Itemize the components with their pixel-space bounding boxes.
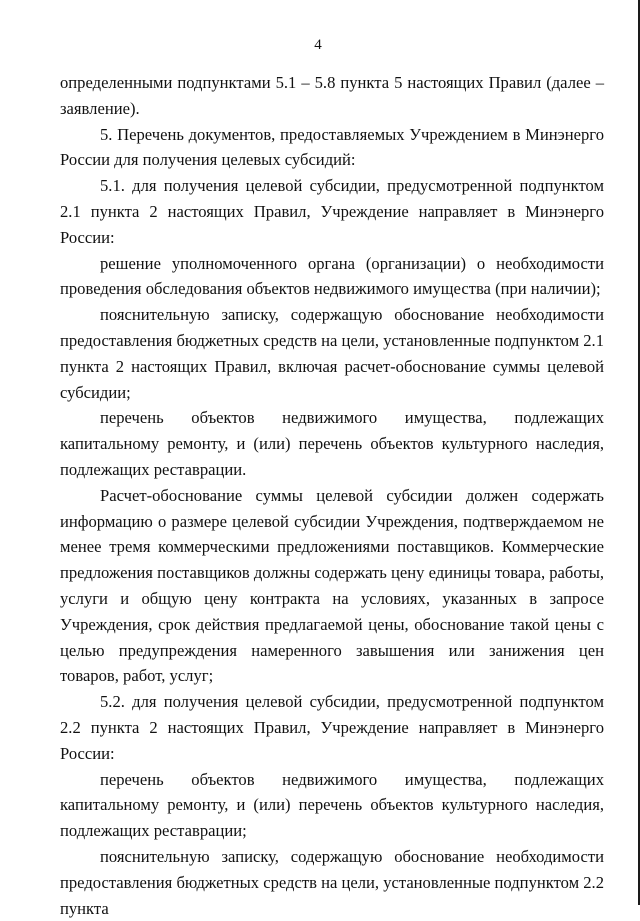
paragraph-continuation: определенными подпунктами 5.1 – 5.8 пункта 5 настоящих Правил (далее – заявление).: [60, 73, 604, 118]
paragraph-calculation: Расчет-обоснование суммы целевой субсидии должен содержать информацию о размере целевой субсидии Учреждения, подтверждаемом не менее тремя коммерческими предложениями поставщиков. Коммерческие предложения поставщиков должны содержать цену единицы товара, работы, услуги и общую цену контракта на условиях, указанных в запросе Учреждения, срок действия предлагаемой цены, обоснование такой цены с целью предупреждения намеренного завышения или занижения цен товаров, работ, услуг;: [60, 485, 604, 686]
paragraph-decision: решение уполномоченного органа (организации) о необходимости проведения обследования объектов недвижимого имущества (при наличии);: [60, 253, 604, 299]
paragraph-explanatory-note-2: пояснительную записку, содержащую обоснование необходимости предоставления бюджетных средств на цели, установленные подпунктом 2.2 пункта: [60, 846, 604, 918]
paragraph-explanatory-note: пояснительную записку, содержащую обоснование необходимости предоставления бюджетных средств на цели, установленные подпунктом 2.1 пункта 2 настоящих Правил, включая расчет-обоснование суммы целевой субсидии;: [60, 305, 604, 402]
page-number: 4: [314, 37, 322, 53]
paragraph-item-5-1: 5.1. для получения целевой субсидии, предусмотренной подпунктом 2.1 пункта 2 настоящих Правил, Учреждение направляет в Минэнерго России:: [60, 176, 604, 247]
paragraph-item-5-2: 5.2. для получения целевой субсидии, предусмотренной подпунктом 2.2 пункта 2 настоящих Правил, Учреждение направляет в Минэнерго России:: [60, 692, 604, 763]
document-body: [60, 70, 604, 921]
paragraph-property-list-2: перечень объектов недвижимого имущества, подлежащих капитальному ремонту, и (или) перечень объектов культурного наследия, подлежащих реставрации;: [60, 769, 604, 841]
paragraph-property-list: перечень объектов недвижимого имущества, подлежащих капитальному ремонту, и (или) перечень объектов культурного наследия, подлежащих реставрации.: [60, 408, 604, 479]
paragraph-item-5: 5. Перечень документов, предоставляемых Учреждением в Минэнерго России для получения целевых субсидий:: [60, 124, 604, 170]
